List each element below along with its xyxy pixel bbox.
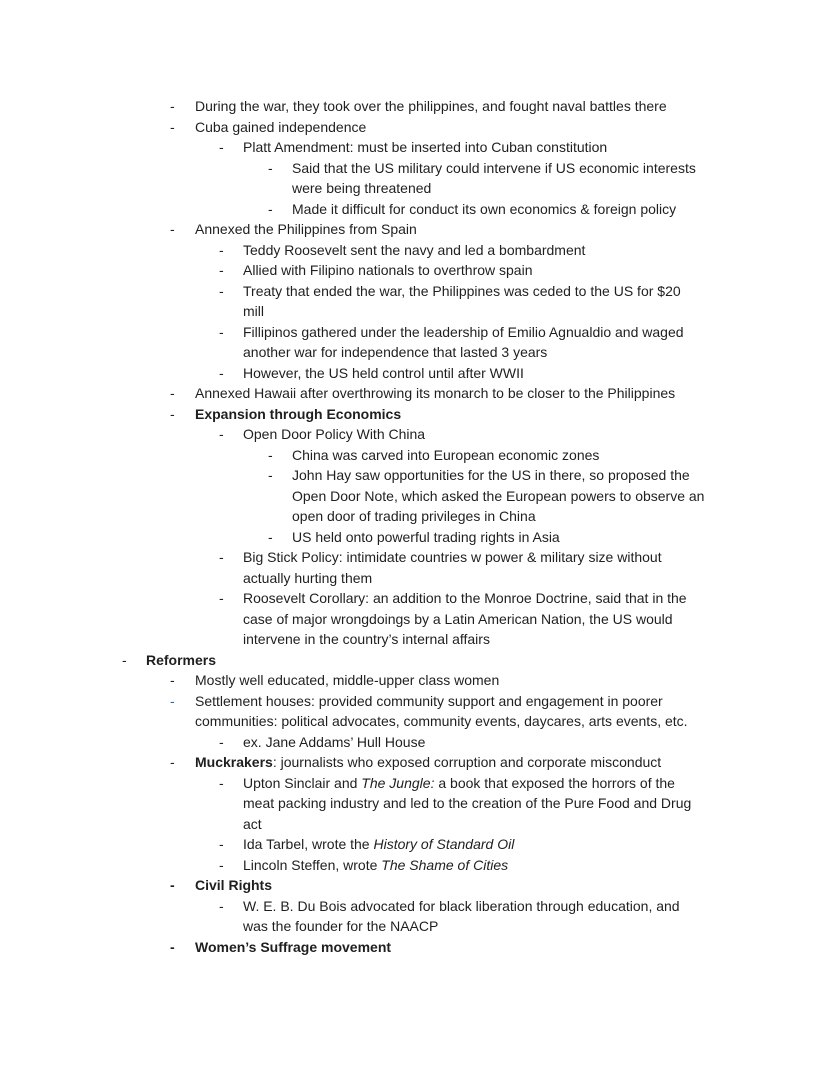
text-run: actually hurting them [243, 569, 373, 586]
bullet-dash: - [268, 159, 273, 176]
text-run: Fillipinos gathered under the leadership of Emilio Agnualdio and waged [243, 323, 684, 340]
bullet-dash: - [219, 733, 224, 750]
outline-item-text [195, 117, 366, 137]
outline-item-text [243, 834, 514, 854]
outline-item-text [195, 96, 667, 116]
text-run: a book that exposed the horrors of the [434, 774, 675, 791]
outline-item-text [243, 363, 524, 383]
outline-item-text [243, 424, 425, 444]
outline-item-text [243, 773, 675, 793]
bullet-dash: - [219, 364, 224, 381]
bullet-dash: - [170, 221, 175, 237]
bullet-dash: - [170, 118, 175, 135]
outline-item-text [243, 281, 681, 301]
outline-item-text [195, 875, 272, 895]
outline-item-text [146, 650, 216, 670]
text-run: Expansion through Economics [195, 405, 402, 422]
text-run: open door of trading privileges in China [292, 508, 536, 524]
text-run: ex. Jane Addams’ Hull House [243, 733, 426, 750]
bullet-dash: - [170, 692, 175, 709]
outline-item-text [243, 814, 262, 834]
text-run: However, the US held control until after WWII [243, 364, 524, 381]
outline-item-text [243, 609, 673, 629]
bullet-dash: - [170, 877, 175, 893]
text-run: : journalists who exposed corruption and corporate misconduct [272, 754, 662, 770]
bullet-dash: - [170, 938, 175, 955]
outline-item-text [243, 855, 508, 875]
text-run: Women’s Suffrage movement [195, 938, 392, 955]
text-run: Cuba gained independence [195, 118, 367, 135]
text-run: History of Standard Oil [373, 836, 515, 852]
text-run: US held onto powerful trading rights in Asia [292, 528, 560, 545]
outline-item-text [292, 506, 536, 526]
outline-item-text [195, 711, 688, 731]
text-run: Said that the US military could intervene if US economic interests [292, 159, 696, 176]
text-run: was the founder for the NAACP [243, 918, 439, 934]
outline-item-text [195, 383, 675, 403]
text-run: Platt Amendment: must be inserted into Cuban constitution [243, 139, 608, 155]
text-run: Roosevelt Corollary: an addition to the Monroe Doctrine, said that in the [243, 590, 687, 606]
outline-item-text [243, 137, 607, 157]
outline-item-text [243, 322, 684, 342]
outline-item-text [195, 670, 499, 690]
bullet-dash: - [268, 467, 273, 483]
outline-item-text [292, 527, 560, 547]
text-run: intervene in the country’s internal affairs [243, 631, 490, 647]
outline-item-text [243, 916, 438, 936]
outline-item-text [292, 445, 599, 465]
text-run: During the war, they took over the philippines, and fought naval battles there [195, 98, 667, 114]
bullet-dash: - [170, 405, 175, 422]
text-run: Settlement houses: provided community support and engagement in poorer [195, 692, 663, 709]
outline-item-text [195, 752, 661, 772]
text-run: communities: political advocates, community events, daycares, arts events, etc. [195, 713, 688, 729]
text-run: Muckrakers [195, 754, 273, 770]
bullet-dash: - [268, 446, 273, 463]
outline-item-text [292, 465, 690, 485]
text-run: Mostly well educated, middle-upper class women [195, 672, 500, 688]
outline-item-text [292, 178, 431, 198]
bullet-dash: - [219, 426, 224, 442]
outline-item-text [243, 301, 264, 321]
bullet-dash: - [219, 262, 224, 278]
bullet-dash: - [170, 672, 175, 688]
outline-item-text [243, 732, 425, 752]
text-run: John Hay saw opportunities for the US in there, so proposed the [292, 467, 690, 483]
bullet-dash: - [219, 323, 224, 340]
text-run: The Shame of Cities [381, 856, 509, 873]
outline-item-text [243, 568, 372, 588]
text-run: W. E. B. Du Bois advocated for black liberation through education, and [243, 897, 680, 914]
text-run: mill [243, 303, 264, 319]
bullet-dash: - [122, 651, 127, 668]
bullet-dash: - [268, 528, 273, 545]
bullet-dash: - [219, 549, 224, 565]
text-run: Annexed Hawaii after overthrowing its monarch to be closer to the Philippines [195, 385, 676, 401]
text-run: another war for independence that lasted 3 years [243, 344, 548, 360]
bullet-dash: - [219, 774, 224, 791]
text-run: were being threatened [292, 180, 432, 196]
outline-item-text [243, 547, 662, 567]
text-run: Annexed the Philippines from Spain [195, 221, 417, 237]
text-run: The Jungle: [361, 774, 435, 791]
text-run: Made it difficult for conduct its own economics & foreign policy [292, 200, 677, 217]
outline-item-text [243, 260, 532, 280]
text-run: Big Stick Policy: intimidate countries w power & military size without [243, 549, 662, 565]
outline-item-text [195, 404, 401, 424]
text-run: act [243, 815, 262, 832]
bullet-dash: - [219, 282, 224, 299]
outline-item-text [243, 588, 687, 608]
bullet-dash: - [219, 241, 224, 258]
bullet-dash: - [219, 856, 224, 873]
text-run: Open Door Note, which asked the European powers to observe an [292, 487, 705, 504]
text-run: Reformers [146, 651, 217, 668]
bullet-dash: - [219, 139, 224, 155]
text-run: Open Door Policy With China [243, 426, 426, 442]
text-run: Teddy Roosevelt sent the navy and led a bombardment [243, 241, 586, 258]
text-run: meat packing industry and led to the creation of the Pure Food and Drug [243, 795, 692, 811]
outline-item-text [243, 896, 680, 916]
outline-item-text [243, 342, 547, 362]
text-run: Lincoln Steffen, wrote [243, 856, 382, 873]
text-run: Allied with Filipino nationals to overthrow spain [243, 262, 533, 278]
outline-item-text [292, 199, 676, 219]
text-run: Upton Sinclair and [243, 774, 362, 791]
bullet-dash: - [219, 836, 224, 852]
outline-item-text [243, 240, 585, 260]
text-run: China was carved into European economic zones [292, 446, 600, 463]
outline-item-text [195, 691, 663, 711]
bullet-dash: - [219, 897, 224, 914]
outline-item-text [195, 937, 391, 957]
text-run: Treaty that ended the war, the Philippines was ceded to the US for $20 [243, 282, 681, 299]
outline-item-text [292, 158, 696, 178]
text-run: Ida Tarbel, wrote the [243, 836, 374, 852]
bullet-dash: - [170, 385, 175, 401]
outline-item-text [292, 486, 704, 506]
bullet-dash: - [170, 754, 175, 770]
bullet-dash: - [219, 590, 224, 606]
text-run: case of major wrongdoings by a Latin American Nation, the US would [243, 610, 673, 627]
bullet-dash: - [268, 200, 273, 217]
outline-item-text [243, 629, 490, 649]
outline-item-text [195, 219, 417, 239]
bullet-dash: - [170, 98, 175, 114]
text-run: Civil Rights [195, 877, 273, 893]
outline-item-text [243, 793, 691, 813]
